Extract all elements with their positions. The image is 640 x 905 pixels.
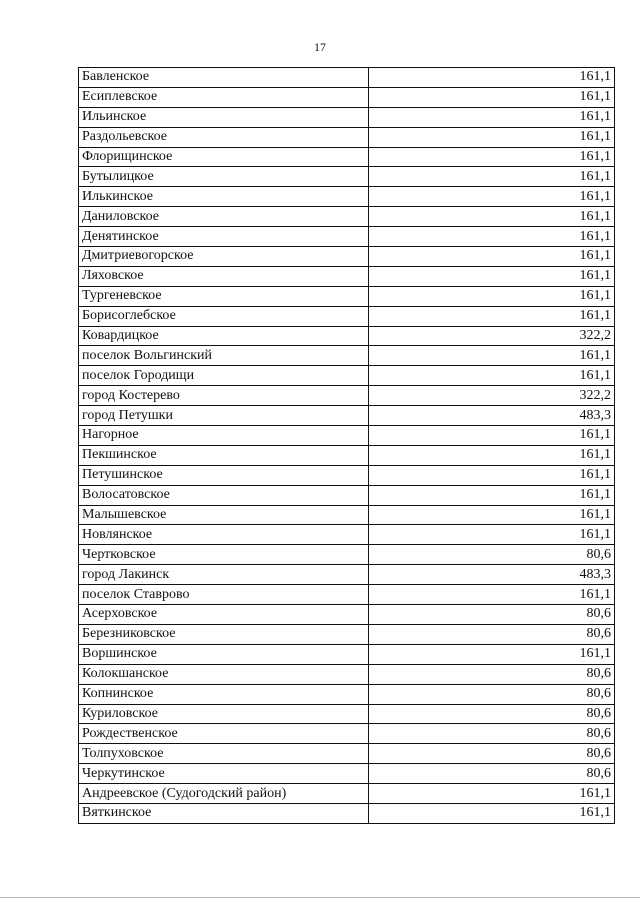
municipality-name-cell: Дмитриевогорское — [79, 247, 369, 267]
table-row — [79, 704, 615, 724]
municipality-name-cell: Ильинское — [79, 107, 369, 127]
municipality-name-cell: Илькинское — [79, 187, 369, 207]
amount-cell: 80,6 — [369, 724, 615, 744]
amount-cell: 161,1 — [369, 505, 615, 525]
municipality-name-cell: Черкутинское — [79, 764, 369, 784]
amount-cell: 161,1 — [369, 465, 615, 485]
amount-cell: 80,6 — [369, 545, 615, 565]
amount-cell: 161,1 — [369, 426, 615, 446]
amount-cell: 161,1 — [369, 207, 615, 227]
municipality-name-cell: Пекшинское — [79, 445, 369, 465]
amount-cell: 161,1 — [369, 266, 615, 286]
municipality-name-cell: Воршинское — [79, 644, 369, 664]
table-row — [79, 803, 615, 823]
amount-cell: 80,6 — [369, 605, 615, 625]
amount-cell: 322,2 — [369, 326, 615, 346]
amount-cell: 161,1 — [369, 127, 615, 147]
table-row — [79, 187, 615, 207]
table-row — [79, 286, 615, 306]
table-row — [79, 465, 615, 485]
table-row — [79, 565, 615, 585]
amount-cell: 161,1 — [369, 187, 615, 207]
amount-cell: 161,1 — [369, 445, 615, 465]
municipality-name-cell: Бутылицкое — [79, 167, 369, 187]
municipality-name-cell: Есиплевское — [79, 87, 369, 107]
municipality-name-cell: Асерховское — [79, 605, 369, 625]
amount-cell: 161,1 — [369, 306, 615, 326]
amount-cell: 80,6 — [369, 624, 615, 644]
municipality-name-cell: Березниковское — [79, 624, 369, 644]
data-table — [78, 67, 615, 824]
municipality-name-cell: поселок Городищи — [79, 366, 369, 386]
municipality-name-cell: Чертковское — [79, 545, 369, 565]
municipality-name-cell: город Костерево — [79, 386, 369, 406]
table-row — [79, 605, 615, 625]
table-row — [79, 127, 615, 147]
table-row — [79, 445, 615, 465]
amount-cell: 161,1 — [369, 147, 615, 167]
municipality-name-cell: Нагорное — [79, 426, 369, 446]
amount-cell: 80,6 — [369, 744, 615, 764]
table-row — [79, 87, 615, 107]
amount-cell: 161,1 — [369, 247, 615, 267]
municipality-name-cell: Денятинское — [79, 227, 369, 247]
page-bottom-edge — [0, 897, 640, 898]
amount-cell: 483,3 — [369, 406, 615, 426]
municipality-name-cell: поселок Ставрово — [79, 585, 369, 605]
amount-cell: 161,1 — [369, 167, 615, 187]
municipality-name-cell: Новлянское — [79, 525, 369, 545]
amount-cell: 161,1 — [369, 286, 615, 306]
municipality-name-cell: Петушинское — [79, 465, 369, 485]
municipality-name-cell: Флорищинское — [79, 147, 369, 167]
table-row — [79, 306, 615, 326]
amount-cell: 161,1 — [369, 525, 615, 545]
table-row — [79, 525, 615, 545]
table-row — [79, 644, 615, 664]
table-row — [79, 684, 615, 704]
amount-cell: 161,1 — [369, 227, 615, 247]
amount-cell: 161,1 — [369, 68, 615, 88]
amount-cell: 322,2 — [369, 386, 615, 406]
amount-cell: 161,1 — [369, 644, 615, 664]
table-row — [79, 68, 615, 88]
table-row — [79, 724, 615, 744]
amount-cell: 161,1 — [369, 585, 615, 605]
municipality-name-cell: Андреевское (Судогодский район) — [79, 784, 369, 804]
amount-cell: 161,1 — [369, 346, 615, 366]
municipality-name-cell: Ляховское — [79, 266, 369, 286]
table-row — [79, 266, 615, 286]
municipality-name-cell: Ковардицкое — [79, 326, 369, 346]
table-row — [79, 485, 615, 505]
municipality-name-cell: Колокшанское — [79, 664, 369, 684]
amount-cell: 483,3 — [369, 565, 615, 585]
table-row — [79, 406, 615, 426]
table-row — [79, 764, 615, 784]
table-row — [79, 784, 615, 804]
amount-cell: 161,1 — [369, 366, 615, 386]
table-row — [79, 227, 615, 247]
table-row — [79, 207, 615, 227]
table-row — [79, 664, 615, 684]
table-body — [79, 68, 615, 824]
municipality-name-cell: Копнинское — [79, 684, 369, 704]
page-number: 17 — [314, 40, 326, 54]
amount-cell: 161,1 — [369, 784, 615, 804]
municipality-name-cell: Борисоглебское — [79, 306, 369, 326]
amount-cell: 161,1 — [369, 803, 615, 823]
amount-cell: 80,6 — [369, 764, 615, 784]
table-row — [79, 585, 615, 605]
table-row — [79, 744, 615, 764]
municipality-name-cell: Малышевское — [79, 505, 369, 525]
table-row — [79, 107, 615, 127]
table-row — [79, 147, 615, 167]
municipality-name-cell: Бавленское — [79, 68, 369, 88]
table-row — [79, 366, 615, 386]
municipality-name-cell: Рождественское — [79, 724, 369, 744]
table-row — [79, 426, 615, 446]
municipality-name-cell: Вяткинское — [79, 803, 369, 823]
table-row — [79, 167, 615, 187]
municipality-name-cell: город Петушки — [79, 406, 369, 426]
municipality-name-cell: Даниловское — [79, 207, 369, 227]
table-row — [79, 505, 615, 525]
municipality-name-cell: Волосатовское — [79, 485, 369, 505]
table-row — [79, 247, 615, 267]
amount-cell: 161,1 — [369, 107, 615, 127]
amount-cell: 80,6 — [369, 664, 615, 684]
table-row — [79, 624, 615, 644]
table-row — [79, 346, 615, 366]
table-row — [79, 326, 615, 346]
table-row — [79, 545, 615, 565]
municipality-name-cell: Куриловское — [79, 704, 369, 724]
amount-cell: 80,6 — [369, 704, 615, 724]
table-row — [79, 386, 615, 406]
municipality-name-cell: Тургеневское — [79, 286, 369, 306]
municipality-name-cell: Толпуховское — [79, 744, 369, 764]
municipality-name-cell: город Лакинск — [79, 565, 369, 585]
amount-cell: 161,1 — [369, 87, 615, 107]
amount-cell: 80,6 — [369, 684, 615, 704]
amount-cell: 161,1 — [369, 485, 615, 505]
municipality-name-cell: Раздольевское — [79, 127, 369, 147]
municipality-name-cell: поселок Вольгинский — [79, 346, 369, 366]
